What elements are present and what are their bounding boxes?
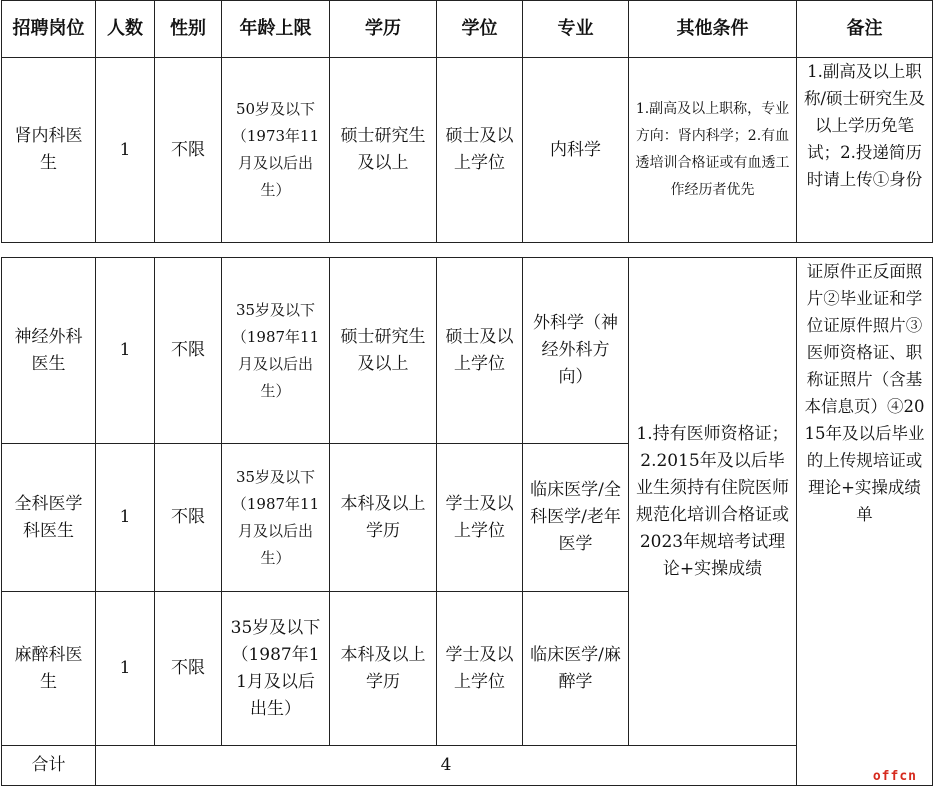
cell-education: 本科及以上学历 bbox=[330, 444, 437, 592]
cell-gender: 不限 bbox=[155, 444, 222, 592]
total-label: 合计 bbox=[2, 746, 96, 786]
cell-degree: 硕士及以上学位 bbox=[437, 58, 523, 243]
cell-count: 1 bbox=[96, 444, 155, 592]
cell-position: 全科医学科医生 bbox=[2, 444, 96, 592]
header-count: 人数 bbox=[96, 1, 155, 58]
cell-age: 35岁及以下（1987年11月及以后出生） bbox=[222, 592, 330, 746]
cell-other: 1.副高及以上职称，专业方向：肾内科学；2.有血透培训合格证或有血透工作经历者优先 bbox=[629, 58, 797, 243]
header-age: 年龄上限 bbox=[222, 1, 330, 58]
cell-age: 50岁及以下（1973年11月及以后出生） bbox=[222, 58, 330, 243]
cell-degree: 硕士及以上学位 bbox=[437, 258, 523, 444]
table-row bbox=[2, 58, 933, 243]
cell-education: 硕士研究生及以上 bbox=[330, 58, 437, 243]
watermark-logo: offcn bbox=[872, 769, 917, 784]
header-major: 专业 bbox=[523, 1, 629, 58]
cell-gender: 不限 bbox=[155, 258, 222, 444]
cell-position: 肾内科医生 bbox=[2, 58, 96, 243]
total-row bbox=[2, 746, 933, 786]
cell-education: 本科及以上学历 bbox=[330, 592, 437, 746]
cell-position: 麻醉科医生 bbox=[2, 592, 96, 746]
header-position: 招聘岗位 bbox=[2, 1, 96, 58]
cell-degree: 学士及以上学位 bbox=[437, 592, 523, 746]
cell-gender: 不限 bbox=[155, 58, 222, 243]
cell-count: 1 bbox=[96, 258, 155, 444]
cell-position: 神经外科医生 bbox=[2, 258, 96, 444]
cell-major: 外科学（神经外科方向） bbox=[523, 258, 629, 444]
header-row bbox=[2, 1, 933, 58]
header-other: 其他条件 bbox=[629, 1, 797, 58]
table-row bbox=[2, 258, 933, 444]
cell-degree: 学士及以上学位 bbox=[437, 444, 523, 592]
cell-age: 35岁及以下（1987年11月及以后出生） bbox=[222, 258, 330, 444]
cell-notes-part1: 1.副高及以上职称/硕士研究生及以上学历免笔试；2.投递简历时请上传①身份 bbox=[797, 58, 933, 243]
cell-major: 临床医学/全科医学/老年医学 bbox=[523, 444, 629, 592]
recruitment-table-part1 bbox=[1, 0, 933, 243]
cell-education: 硕士研究生及以上 bbox=[330, 258, 437, 444]
total-value: 4 bbox=[96, 746, 797, 786]
header-notes: 备注 bbox=[797, 1, 933, 58]
header-degree: 学位 bbox=[437, 1, 523, 58]
recruitment-table-part2 bbox=[1, 257, 933, 786]
cell-major: 临床医学/麻醉学 bbox=[523, 592, 629, 746]
header-gender: 性别 bbox=[155, 1, 222, 58]
cell-count: 1 bbox=[96, 58, 155, 243]
cell-shared-other: 1.持有医师资格证；2.2015年及以后毕业生须持有住院医师规范化培训合格证或2023年规培考试理论+实操成绩 bbox=[629, 258, 797, 746]
header-education: 学历 bbox=[330, 1, 437, 58]
cell-count: 1 bbox=[96, 592, 155, 746]
cell-notes-part2: 证原件正反面照片②毕业证和学位证原件照片③医师资格证、职称证照片（含基本信息页）④2015年及以后毕业的上传规培证或理论+实操成绩单 bbox=[797, 258, 933, 786]
cell-major: 内科学 bbox=[523, 58, 629, 243]
cell-age: 35岁及以下（1987年11月及以后出生） bbox=[222, 444, 330, 592]
cell-gender: 不限 bbox=[155, 592, 222, 746]
